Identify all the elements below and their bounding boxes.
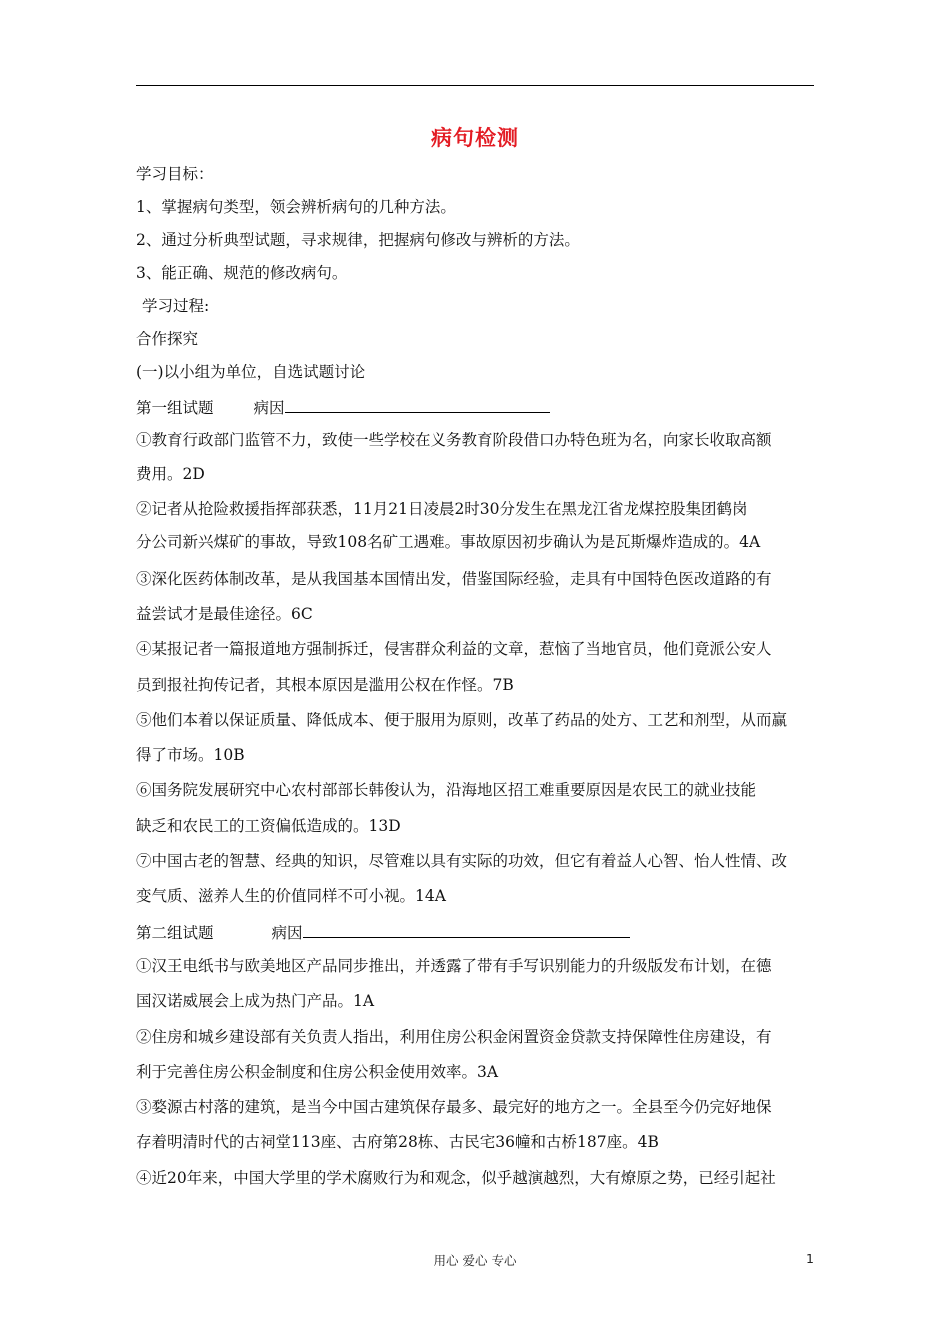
- group1-item-4-line-2: 员到报社拘传记者，其根本原因是滥用公权在作怪。7B: [136, 676, 514, 694]
- group1-item-7-line-2: 变气质、滋养人生的价值同样不可小视。14A: [136, 887, 446, 905]
- group1-item-3-line-2: 益尝试才是最佳途径。6C: [136, 605, 313, 623]
- group1-item-1-line-1: ①教育行政部门监管不力，致使一些学校在义务教育阶段借口办特色班为名，向家长收取高额: [136, 431, 772, 449]
- group2-item-3-line-1: ③婺源古村落的建筑，是当今中国古建筑保存最多、最完好的地方之一。全县至今仍完好地保: [136, 1098, 772, 1116]
- group1-item-1-line-2: 费用。2D: [136, 465, 205, 483]
- group1-item-4-line-1: ④某报记者一篇报道地方强制拆迁，侵害群众利益的文章，惹恼了当地官员，他们竟派公安人: [136, 640, 772, 658]
- process-task: (一)以小组为单位，自选试题讨论: [136, 363, 366, 381]
- page-number: 1: [806, 1251, 814, 1266]
- group2-item-1-line-2: 国汉诺威展会上成为热门产品。1A: [136, 992, 375, 1010]
- group1-cause-blank: [285, 396, 550, 413]
- group1-item-5-line-2: 得了市场。10B: [136, 746, 245, 764]
- group2-item-2-line-2: 利于完善住房公积金制度和住房公积金使用效率。3A: [136, 1063, 499, 1081]
- group1-label: 第一组试题: [136, 399, 214, 417]
- objectives-heading: 学习目标：: [136, 165, 214, 183]
- group1-item-6-line-1: ⑥国务院发展研究中心农村部部长韩俊认为，沿海地区招工难重要原因是农民工的就业技能: [136, 781, 757, 799]
- group2-label: 第二组试题: [136, 924, 214, 942]
- objective-item-2: 2、通过分析典型试题，寻求规律，把握病句修改与辨析的方法。: [136, 231, 580, 249]
- footer-motto: 用心 爱心 专心: [433, 1253, 517, 1268]
- objective-item-3: 3、能正确、规范的修改病句。: [136, 264, 348, 282]
- group2-item-4-line-1: ④近20年来，中国大学里的学术腐败行为和观念，似乎越演越烈，大有燎原之势，已经引起社: [136, 1169, 776, 1187]
- group1-item-7-line-1: ⑦中国古老的智慧、经典的知识，尽管难以具有实际的功效，但它有着益人心智、怡人性情、改: [136, 852, 788, 870]
- group2-header: [136, 921, 630, 943]
- process-subheading: 合作探究: [136, 330, 199, 348]
- group2-item-3-line-2: 存着明清时代的古祠堂113座、古府第28栋、古民宅36幢和古桥187座。4B: [136, 1133, 659, 1151]
- page-title: 病句检测: [431, 126, 519, 150]
- objective-item-1: 1、掌握病句类型，领会辨析病句的几种方法。: [136, 198, 456, 216]
- header-rule: [136, 85, 814, 86]
- group2-cause-blank: [303, 921, 630, 938]
- process-heading: 学习过程:: [142, 297, 210, 315]
- group1-header: [136, 396, 550, 418]
- group1-item-2-line-1: ②记者从抢险救援指挥部获悉，11月21日凌晨2时30分发生在黑龙江省龙煤控股集团鹤岗: [136, 500, 748, 518]
- group1-cause-label: 病因: [253, 399, 285, 417]
- group1-item-6-line-2: 缺乏和农民工的工资偏低造成的。13D: [136, 817, 401, 835]
- group1-item-5-line-1: ⑤他们本着以保证质量、降低成本、便于服用为原则，改革了药品的处方、工艺和剂型，从而赢: [136, 711, 788, 729]
- group2-item-2-line-1: ②住房和城乡建设部有关负责人指出，利用住房公积金闲置资金贷款支持保障性住房建设，有: [136, 1028, 772, 1046]
- group1-item-2-line-2: 分公司新兴煤矿的事故，导致108名矿工遇难。事故原因初步确认为是瓦斯爆炸造成的。4A: [136, 533, 761, 551]
- group2-item-1-line-1: ①汉王电纸书与欧美地区产品同步推出，并透露了带有手写识别能力的升级版发布计划，在德: [136, 957, 772, 975]
- group1-item-3-line-1: ③深化医药体制改革，是从我国基本国情出发，借鉴国际经验，走具有中国特色医改道路的有: [136, 570, 772, 588]
- group2-cause-label: 病因: [271, 924, 303, 942]
